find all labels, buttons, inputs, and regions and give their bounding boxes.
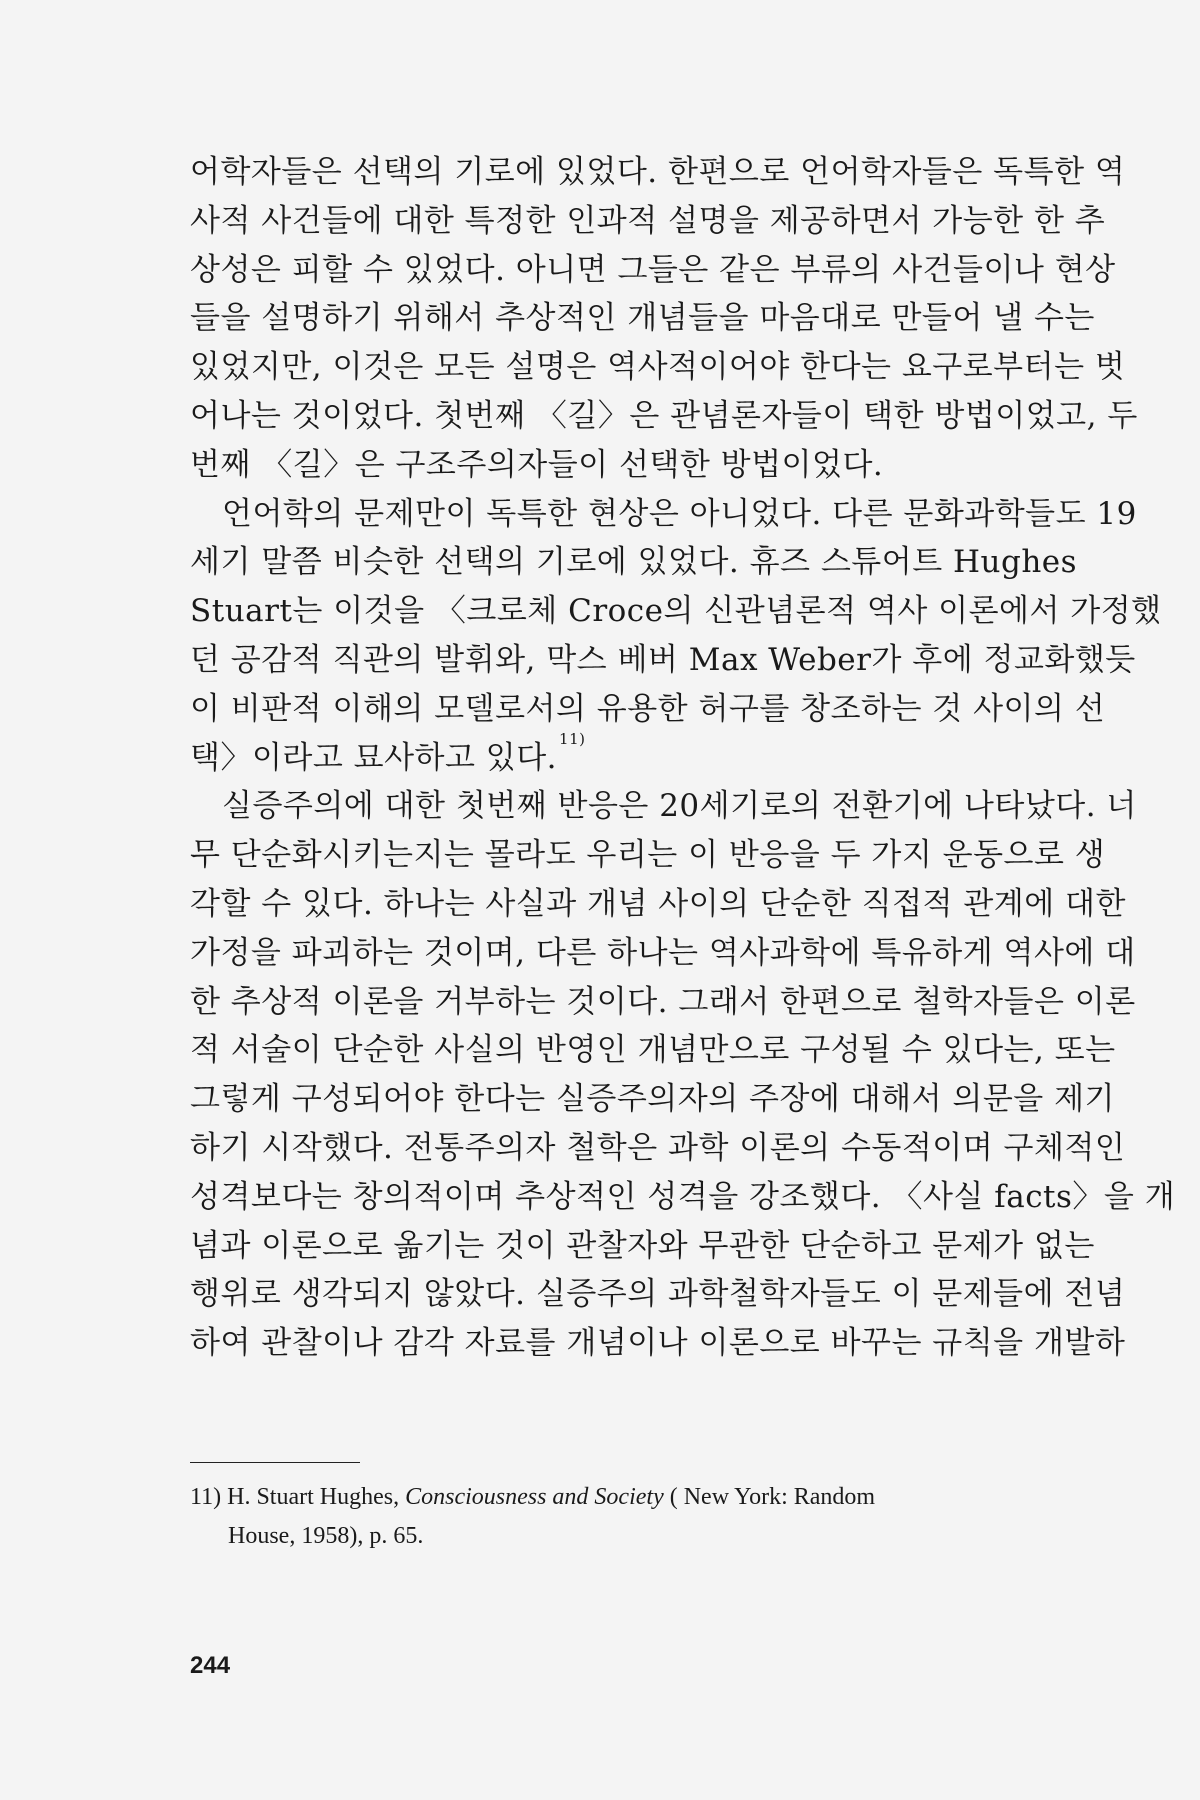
text-line: 세기 말쯤 비슷한 선택의 기로에 있었다. 휴즈 스튜어트 Hughes (190, 544, 1078, 581)
text-line: 성격보다는 창의적이며 추상적인 성격을 강조했다. 〈사실 facts〉을 개 (190, 1178, 1176, 1215)
footnote-author: H. Stuart Hughes, (227, 1484, 406, 1510)
text-line: 행위로 생각되지 않았다. 실증주의 과학철학자들도 이 문제들에 전념 (190, 1276, 1126, 1313)
text-line: 각할 수 있다. 하나는 사실과 개념 사이의 단순한 직접적 관계에 대한 (190, 885, 1126, 922)
text-line: 어학자들은 선택의 기로에 있었다. 한편으로 언어학자들은 독특한 역 (190, 154, 1126, 190)
paragraph-2 (190, 490, 1162, 783)
text-line: 적 서술이 단순한 사실의 반영인 개념만으로 구성될 수 있다는, 또는 (190, 1032, 1116, 1069)
text-line: 들을 설명하기 위해서 추상적인 개념들을 마음대로 만들어 낼 수는 (190, 300, 1095, 337)
footnote-number: 11) (190, 1484, 222, 1510)
footnote-line: House, 1958), p. 65. (228, 1523, 424, 1549)
text-line: 던 공감적 직관의 발휘와, 막스 베버 Max Weber가 후에 정교화했듯 (190, 641, 1136, 678)
paragraph-3 (190, 782, 1176, 1368)
footnote (190, 1478, 1070, 1556)
page-number: 244 (190, 1652, 231, 1679)
text-line: 한 추상적 이론을 거부하는 것이다. 그래서 한편으로 철학자들은 이론 (190, 983, 1136, 1020)
text-line: 하여 관찰이나 감각 자료를 개념이나 이론으로 바꾸는 규칙을 개발하 (190, 1325, 1126, 1362)
text-line (190, 729, 1065, 783)
text-line: 가정을 파괴하는 것이며, 다른 하나는 역사과학에 특유하게 역사에 대 (190, 934, 1136, 971)
text-line: 어나는 것이었다. 첫번째 〈길〉은 관념론자들이 택한 방법이었고, 두 (190, 397, 1138, 434)
footnote-line (190, 1478, 1070, 1517)
footnote-divider (190, 1462, 360, 1463)
text-line: Stuart는 이것을 〈크로체 Croce의 신관념론적 역사 이론에서 가정했 (190, 593, 1162, 630)
text-line: 무 단순화시키는지는 몰라도 우리는 이 반응을 두 가지 운동으로 생 (190, 837, 1106, 874)
text-line: 그렇게 구성되어야 한다는 실증주의자의 주장에 대해서 의문을 제기 (190, 1081, 1115, 1118)
footnote-book-title: Consciousness and Society (405, 1484, 664, 1510)
body-text (190, 148, 1176, 1368)
text-line: 실증주의에 대한 첫번째 반응은 20세기로의 전환기에 나타났다. 너 (222, 788, 1137, 825)
paragraph-1 (190, 148, 1138, 490)
footnote-publisher: ( New York: Random (663, 1484, 876, 1510)
text-line-content: 택〉이라고 묘사하고 있다. (190, 739, 558, 776)
text-line: 념과 이론으로 옮기는 것이 관찰자와 무관한 단순하고 문제가 없는 (190, 1227, 1095, 1264)
text-line: 하기 시작했다. 전통주의자 철학은 과학 이론의 수동적이며 구체적인 (190, 1129, 1126, 1166)
text-line: 있었지만, 이것은 모든 설명은 역사적이어야 한다는 요구로부터는 벗 (190, 349, 1126, 386)
text-line: 사적 사건들에 대한 특정한 인과적 설명을 제공하면서 가능한 한 추 (190, 202, 1106, 239)
text-line: 언어학의 문제만이 독특한 현상은 아니었다. 다른 문화과학들도 19 (222, 495, 1137, 532)
text-line: 번째 〈길〉은 구조주의자들이 선택한 방법이었다. (190, 446, 884, 483)
footnote-reference: 11) (559, 729, 586, 748)
text-line: 상성은 피할 수 있었다. 아니면 그들은 같은 부류의 사건들이나 현상 (190, 251, 1116, 288)
text-line: 이 비판적 이해의 모델로서의 유용한 허구를 창조하는 것 사이의 선 (190, 690, 1106, 727)
